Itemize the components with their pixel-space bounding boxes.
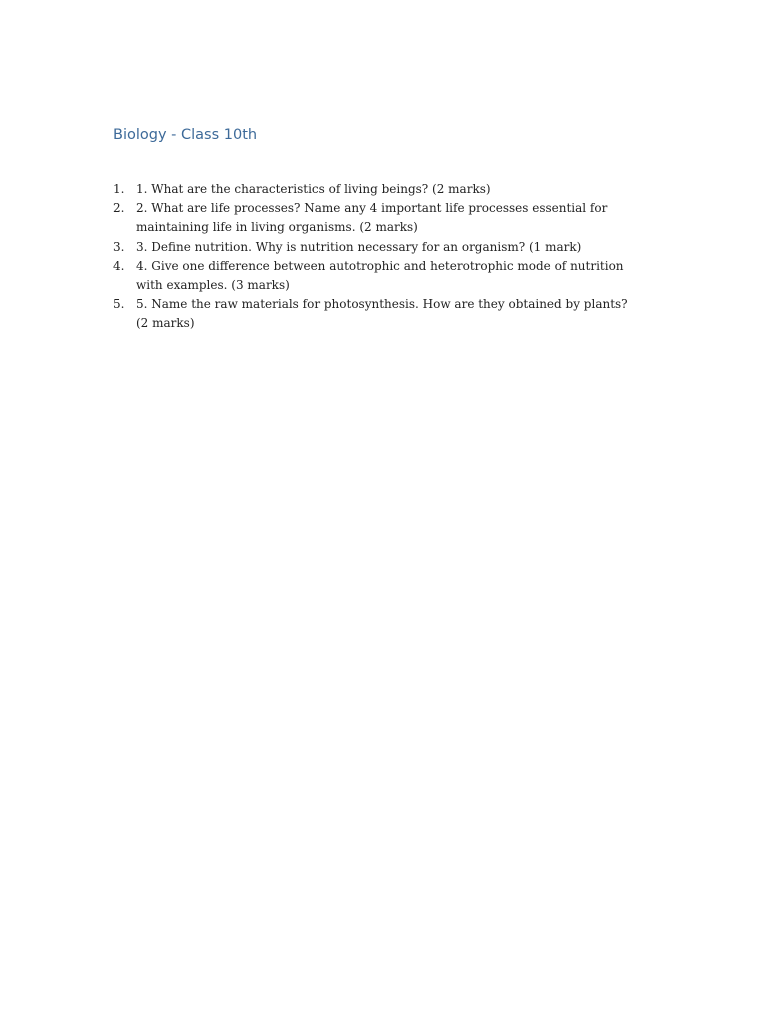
list-item [113, 199, 643, 237]
list-item-text: 2. What are life processes? Name any 4 important life processes essential for maintaining life in living organisms. (2 marks) [136, 201, 608, 235]
list-item-text: 1. What are the characteristics of living beings? (2 marks) [136, 182, 491, 196]
list-item-number: 5. [113, 297, 125, 312]
list-item-number: 4. [113, 258, 125, 273]
list-item-text: 4. Give one difference between autotrophic and heterotrophic mode of nutrition with examples. (3 marks) [136, 258, 624, 293]
list-item-number: 3. [113, 239, 125, 254]
list-item-number: 1. [113, 182, 125, 196]
list-item [113, 295, 643, 333]
list-item-text: 5. Name the raw materials for photosynthesis. How are they obtained by plants? (2 marks) [136, 297, 628, 331]
list-item-text: 3. Define nutrition. Why is nutrition necessary for an organism? (1 mark) [136, 239, 582, 254]
list-item-number: 2. [113, 201, 125, 216]
question-list [113, 180, 643, 334]
list-item [113, 257, 643, 295]
list-item [113, 238, 643, 257]
document-title: Biology - Class 10th [113, 127, 258, 143]
list-item [113, 180, 643, 199]
